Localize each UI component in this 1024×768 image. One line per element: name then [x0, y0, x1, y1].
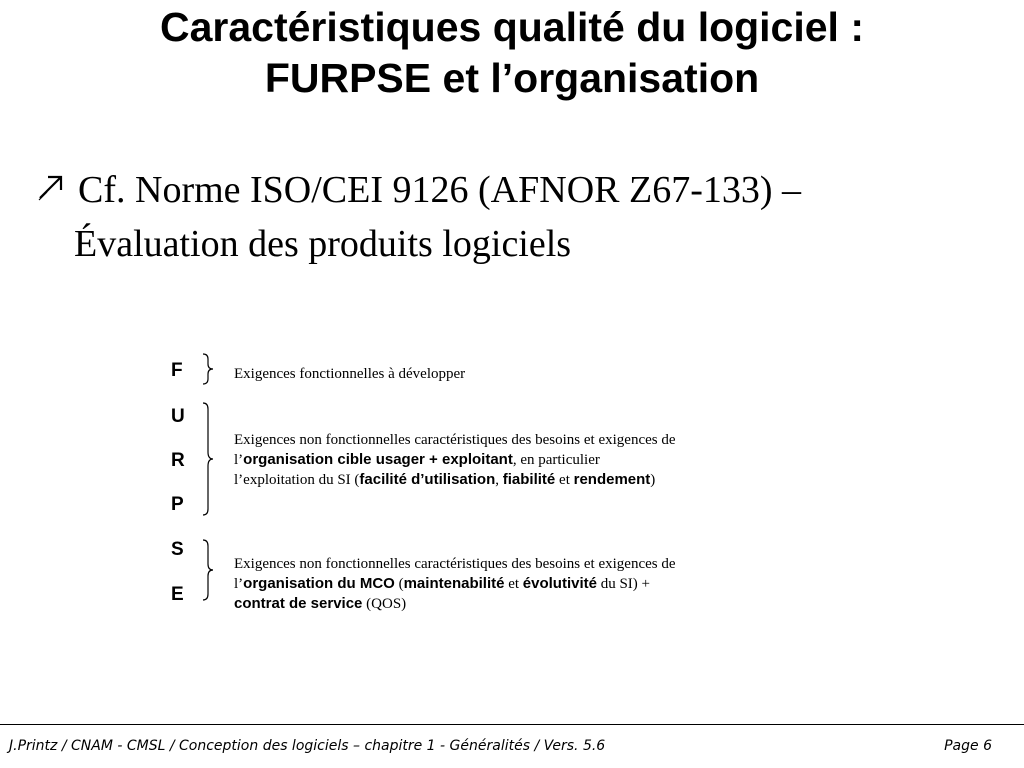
- text-fragment: l’exploitation du SI (: [234, 472, 360, 488]
- facilite-text: facilité d’utilisation: [359, 471, 496, 488]
- group-urp-line-1: Exigences non fonctionnelles caractéristiques des besoins et exigences de: [234, 432, 676, 448]
- furpse-letter-s: S: [171, 539, 184, 560]
- org-cible-text: organisation cible usager + exploitant: [243, 451, 513, 468]
- group-f-text: Exigences fonctionnelles à développer: [234, 366, 466, 382]
- group-urp-line-2: [234, 450, 794, 470]
- text-fragment: ,: [495, 472, 503, 488]
- furpse-letter-u: U: [171, 406, 185, 427]
- bullet-line-2: Évaluation des produits logiciels: [74, 223, 572, 265]
- title-line-2: FURPSE et l’organisation: [264, 55, 760, 101]
- brace-se-icon: [200, 539, 220, 601]
- text-fragment: ): [650, 472, 656, 488]
- bullet-line-1: Cf. Norme ISO/CEI 9126 (AFNOR Z67-133) –: [78, 169, 802, 211]
- group-f-description: [234, 364, 794, 384]
- maintenabilite-text: maintenabilité: [403, 575, 505, 592]
- group-se-line-1: Exigences non fonctionnelles caractéristiques des besoins et exigences de: [234, 556, 676, 572]
- group-se-description: [234, 554, 794, 614]
- furpse-letter-f: F: [171, 360, 183, 381]
- furpse-letter-e: E: [171, 584, 184, 605]
- page-number: Page 6: [944, 738, 992, 754]
- org-mco-text: organisation du MCO: [243, 575, 395, 592]
- contrat-text: contrat de service: [234, 595, 363, 612]
- fiabilite-text: fiabilité: [502, 471, 556, 488]
- footer-divider: [0, 724, 1024, 725]
- furpse-letter-r: R: [171, 450, 185, 471]
- text-fragment: , en particulier: [512, 452, 600, 468]
- furpse-letter-p: P: [171, 494, 184, 515]
- text-fragment: l’: [234, 452, 244, 468]
- group-urp-description: [234, 430, 794, 490]
- footer-credit: J.Printz / CNAM - CMSL / Conception des logiciels – chapitre 1 - Généralités / Vers. 5.6: [9, 738, 606, 754]
- arrow-right-icon: [36, 164, 70, 221]
- evolutivite-text: évolutivité: [522, 575, 597, 592]
- text-fragment: et: [504, 576, 523, 592]
- text-fragment: du SI) +: [596, 576, 651, 592]
- brace-f-icon: [200, 353, 220, 385]
- group-urp-line-3: [234, 470, 794, 490]
- title-line-1: Caractéristiques qualité du logiciel :: [159, 4, 864, 50]
- text-fragment: et: [555, 472, 574, 488]
- text-fragment: (QOS): [362, 596, 407, 612]
- rendement-text: rendement: [573, 471, 651, 488]
- slide-title: [0, 2, 1024, 104]
- text-fragment: l’: [234, 576, 244, 592]
- text-fragment: (: [394, 576, 404, 592]
- group-se-line-3: [234, 594, 794, 614]
- brace-urp-icon: [200, 402, 220, 516]
- group-se-line-2: [234, 574, 794, 594]
